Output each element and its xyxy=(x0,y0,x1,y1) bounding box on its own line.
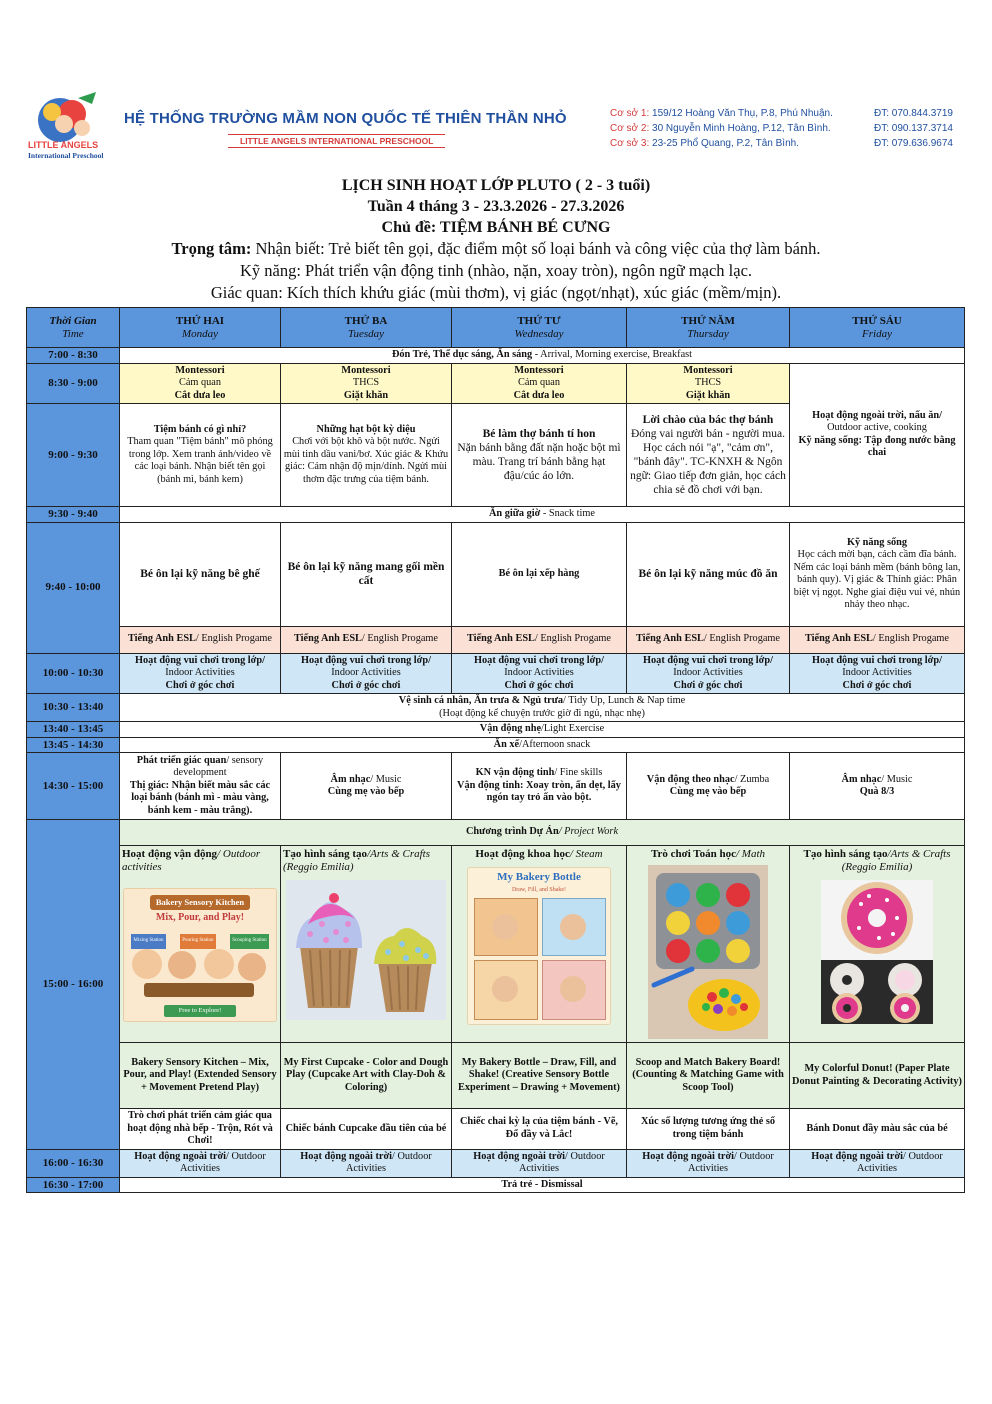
music-friday: Âm nhạc/ Music Quà 8/3 xyxy=(790,753,965,820)
row-1430 xyxy=(27,753,965,820)
indoor-monday: Hoạt động vui chơi trong lớp/ Indoor Activities Chơi ở góc chơi xyxy=(120,653,281,694)
lunch-cell: Vệ sinh cá nhân, Ăn trưa & Ngủ trưa/ Tidy Up, Lunch & Nap time (Hoạt động kể chuyện trước giờ đi ngủ, nhạc nhẹ) xyxy=(120,694,965,722)
skill-monday: Bé ôn lại kỹ năng bê ghế xyxy=(120,522,281,626)
outdoor-friday: Hoạt động ngoài trời/ Outdoor Activities xyxy=(790,1149,965,1177)
project-monday: Hoạt động vận động/ Outdoor activities Bakery Sensory Kitchen Mix, Pour, and Play! Mixing Station Pouring Station Scooping Station Free to Explore! xyxy=(120,846,281,1043)
row-0700 xyxy=(27,348,965,364)
row-1340 xyxy=(27,722,965,738)
sensory-monday: Phát triển giác quan/ sensory development Thị giác: Nhận biết màu sắc các loại bánh (bánh mì - màu vàng, bánh kem - màu trắng). xyxy=(120,753,281,820)
title-theme: Chủ đề: TIỆM BÁNH BÉ CƯNG xyxy=(381,219,611,236)
time-cell: 14:30 - 15:00 xyxy=(27,753,120,820)
project-title-friday: My Colorful Donut! (Paper Plate Donut Painting & Decorating Activity) xyxy=(790,1043,965,1109)
time-cell: 13:45 - 14:30 xyxy=(27,737,120,753)
project-thursday: Trò chơi Toán học/ Math xyxy=(627,846,790,1043)
header-wednesday: THỨ TƯ Wednesday xyxy=(452,308,627,348)
focus-line-3: Giác quan: Kích thích khứu giác (mùi thơm), vị giác (ngọt/nhạt), xúc giác (mềm/mịn). xyxy=(210,283,782,302)
activity-wednesday: Bé làm thợ bánh tí hon Nặn bánh bằng đất nặn hoặc bột mì màu. Trang trí bánh bằng hạt đậu/cúc áo lớn. xyxy=(452,404,627,507)
donut-craft-image xyxy=(821,880,933,1024)
focus-line-2: Kỹ năng: Phát triển vận động tinh (nhào, nặn, xoay tròn), ngôn ngữ mạch lạc. xyxy=(239,261,753,280)
header-thursday: THỨ NĂM Thursday xyxy=(627,308,790,348)
row-1600 xyxy=(27,1149,965,1177)
project-vn-friday: Bánh Donut đầy màu sắc của bé xyxy=(790,1109,965,1150)
esl-thursday: Tiếng Anh ESL/ English Progame xyxy=(627,626,790,653)
dismissal-cell: Trả trẻ - Dismissal xyxy=(120,1177,965,1193)
row-esl xyxy=(27,626,965,653)
project-tuesday: Tạo hình sáng tạo/Arts & Crafts (Reggio Emilia) xyxy=(281,846,452,1043)
row-1630 xyxy=(27,1177,965,1193)
montessori-thursday: Montessori THCS Giặt khăn xyxy=(627,363,790,404)
row-1500-vn xyxy=(27,1109,965,1150)
outdoor-monday: Hoạt động ngoài trời/ Outdoor Activities xyxy=(120,1149,281,1177)
outdoor-wednesday: Hoạt động ngoài trời/ Outdoor Activities xyxy=(452,1149,627,1177)
time-cell: 16:30 - 17:00 xyxy=(27,1177,120,1193)
indoor-wednesday: Hoạt động vui chơi trong lớp/ Indoor Activities Chơi ở góc chơi xyxy=(452,653,627,694)
school-header xyxy=(26,88,966,163)
project-title-monday: Bakery Sensory Kitchen – Mix, Pour, and Play! (Extended Sensory + Movement Pretend Play) xyxy=(120,1043,281,1109)
esl-monday: Tiếng Anh ESL/ English Progame xyxy=(120,626,281,653)
campus-list: Cơ sở 1: 159/12 Hoàng Văn Thụ, P.8, Phú Nhuận. Cơ sở 2: 30 Nguyễn Minh Hoàng, P.12, Tân Bình. Cơ sở 3: 23-25 Phổ Quang, P.2, Tân Bình. xyxy=(610,108,833,149)
campus-phones: ĐT: 070.844.3719 ĐT: 090.137.3714 ĐT: 079.636.9674 xyxy=(874,108,953,149)
montessori-tuesday: Montessori THCS Giặt khăn xyxy=(281,363,452,404)
focus-line-1: Trọng tâm: Nhận biết: Trẻ biết tên gọi, đặc điểm một số loại bánh và công việc của thợ làm bánh. xyxy=(171,239,821,258)
project-title-wednesday: My Bakery Bottle – Draw, Fill, and Shake! (Creative Sensory Bottle Experiment – Drawing + Movement) xyxy=(452,1043,627,1109)
project-vn-monday: Trò chơi phát triển cảm giác qua hoạt động nhà bếp - Trộn, Rót và Chơi! xyxy=(120,1109,281,1150)
project-vn-thursday: Xúc số lượng tương ứng thẻ số trong tiệm bánh xyxy=(627,1109,790,1150)
time-cell: 7:00 - 8:30 xyxy=(27,348,120,364)
zumba-thursday: Vận động theo nhạc/ Zumba Cùng mẹ vào bếp xyxy=(627,753,790,820)
cupcake-craft-image xyxy=(286,880,446,1020)
header-monday: THỨ HAI Monday xyxy=(120,308,281,348)
skill-wednesday: Bé ôn lại xếp hàng xyxy=(452,522,627,626)
svg-text:LITTLE ANGELS: LITTLE ANGELS xyxy=(28,140,99,150)
project-vn-wednesday: Chiếc chai kỳ lạ của tiệm bánh - Vẽ, Đổ đầy và Lắc! xyxy=(452,1109,627,1150)
skill-friday: Kỹ năng sống Học cách mời bạn, cách cầm đĩa bánh. Nếm các loại bánh mềm (bánh bông lan, bánh quy). Vị giác & Thính giác: Phân biệt vị ngọt. Nghe giai điệu vui vẻ, nhún nhảy theo nhạc. xyxy=(790,522,965,626)
table-header-row xyxy=(27,308,965,348)
row-1500-project xyxy=(27,820,965,846)
schedule-titles xyxy=(0,175,992,304)
activity-tuesday: Những hạt bột kỳ diệu Chơi với bột khô và bột nước. Ngửi mùi tinh dầu vani/bơ. Xúc giác & Khứu giác: Cảm nhận độ mịn/dính. Ngửi mùi thơm đặc trưng của tiệm bánh. xyxy=(281,404,452,507)
activity-thursday: Lời chào của bác thợ bánh Đóng vai người bán - người mua. Học cách nói "ạ", "cảm ơn", "bánh đây". TC-KNXH & Ngôn ngữ: Giao tiếp đơn giản, học cách chia sẻ đồ chơi với bạn. xyxy=(627,404,790,507)
row-1500-titles xyxy=(27,1043,965,1109)
music-tuesday: Âm nhạc/ Music Cùng mẹ vào bếp xyxy=(281,753,452,820)
header-tuesday: THỨ BA Tuesday xyxy=(281,308,452,348)
time-cell: 9:00 - 9:30 xyxy=(27,404,120,507)
time-cell: 9:40 - 10:00 xyxy=(27,522,120,653)
outdoor-cooking-friday: Hoạt động ngoài trời, nấu ăn/ Outdoor active, cooking Kỹ năng sống: Tập đong nước bằng chai xyxy=(790,363,965,507)
indoor-friday: Hoạt động vui chơi trong lớp/ Indoor Activities Chơi ở góc chơi xyxy=(790,653,965,694)
time-cell: 16:00 - 16:30 xyxy=(27,1149,120,1177)
esl-tuesday: Tiếng Anh ESL/ English Progame xyxy=(281,626,452,653)
indoor-tuesday: Hoạt động vui chơi trong lớp/ Indoor Activities Chơi ở góc chơi xyxy=(281,653,452,694)
outdoor-thursday: Hoạt động ngoài trời/ Outdoor Activities xyxy=(627,1149,790,1177)
snack-cell: Ăn giữa giờ - Snack time xyxy=(120,507,965,523)
esl-friday: Tiếng Anh ESL/ English Progame xyxy=(790,626,965,653)
row-1030 xyxy=(27,694,965,722)
light-exercise-cell: Vận động nhẹ/Light Exercise xyxy=(120,722,965,738)
time-cell: 10:30 - 13:40 xyxy=(27,694,120,722)
scoop-match-image xyxy=(648,865,768,1039)
skill-tuesday: Bé ôn lại kỹ năng mang gối mền cất xyxy=(281,522,452,626)
svg-text:International Preschool: International Preschool xyxy=(28,151,104,160)
outdoor-tuesday: Hoạt động ngoài trời/ Outdoor Activities xyxy=(281,1149,452,1177)
arrival-cell: Đón Trẻ, Thể dục sáng, Ăn sáng - Arrival, Morning exercise, Breakfast xyxy=(120,348,965,364)
project-vn-tuesday: Chiếc bánh Cupcake đầu tiên của bé xyxy=(281,1109,452,1150)
row-1345 xyxy=(27,737,965,753)
project-title: Chương trình Dự Án/ Project Work xyxy=(120,820,965,846)
bakery-sensory-kitchen-image: Bakery Sensory Kitchen Mix, Pour, and Play! Mixing Station Pouring Station Scooping Station Free to Explore! xyxy=(123,888,277,1022)
row-0830 xyxy=(27,363,965,404)
school-name-vn: HỆ THỐNG TRƯỜNG MẦM NON QUỐC TẾ THIÊN THẦN NHỎ xyxy=(124,110,567,127)
row-0940 xyxy=(27,522,965,626)
schedule-table xyxy=(26,307,965,1193)
row-1000 xyxy=(27,653,965,694)
skill-thursday: Bé ôn lại kỹ năng múc đồ ăn xyxy=(627,522,790,626)
project-wednesday: Hoạt động khoa học/ Steam My Bakery Bottle Draw, Fill, and Shake! xyxy=(452,846,627,1043)
title-class: LỊCH SINH HOẠT LỚP PLUTO ( 2 - 3 tuổi) xyxy=(341,177,651,194)
project-friday: Tạo hình sáng tạo/Arts & Crafts (Reggio Emilia) xyxy=(790,846,965,1043)
row-1500-images xyxy=(27,846,965,1043)
school-logo xyxy=(26,88,118,160)
header-friday: THỨ SÁU Friday xyxy=(790,308,965,348)
time-cell: 8:30 - 9:00 xyxy=(27,363,120,404)
time-cell: 13:40 - 13:45 xyxy=(27,722,120,738)
title-week: Tuần 4 tháng 3 - 23.3.2026 - 27.3.2026 xyxy=(367,198,625,215)
header-time: Thời Gian Time xyxy=(27,308,120,348)
project-title-tuesday: My First Cupcake - Color and Dough Play (Cupcake Art with Clay-Doh & Coloring) xyxy=(281,1043,452,1109)
bakery-bottle-image: My Bakery Bottle Draw, Fill, and Shake! xyxy=(467,867,611,1025)
time-cell: 9:30 - 9:40 xyxy=(27,507,120,523)
indoor-thursday: Hoạt động vui chơi trong lớp/ Indoor Activities Chơi ở góc chơi xyxy=(627,653,790,694)
esl-wednesday: Tiếng Anh ESL/ English Progame xyxy=(452,626,627,653)
activity-monday: Tiệm bánh có gì nhỉ? Tham quan "Tiệm bánh" mô phỏng trong lớp. Xem tranh ảnh/video về các loại bánh. Nhận biết tên gọi (bánh mì, bánh kem) xyxy=(120,404,281,507)
time-cell: 15:00 - 16:00 xyxy=(27,820,120,1150)
row-0930 xyxy=(27,507,965,523)
montessori-wednesday: Montessori Cảm quan Cắt dưa leo xyxy=(452,363,627,404)
school-name-en: LITTLE ANGELS INTERNATIONAL PRESCHOOL xyxy=(228,134,445,148)
afternoon-snack-cell: Ăn xế/Afternoon snack xyxy=(120,737,965,753)
montessori-monday: Montessori Cảm quan Cắt dưa leo xyxy=(120,363,281,404)
time-cell: 10:00 - 10:30 xyxy=(27,653,120,694)
project-title-thursday: Scoop and Match Bakery Board! (Counting & Matching Game with Scoop Tool) xyxy=(627,1043,790,1109)
fine-skills-wednesday: KN vận động tinh/ Fine skills Vận động tinh: Xoay tròn, ấn dẹt, lấy ngón tay trỏ ấn vào bột. xyxy=(452,753,627,820)
